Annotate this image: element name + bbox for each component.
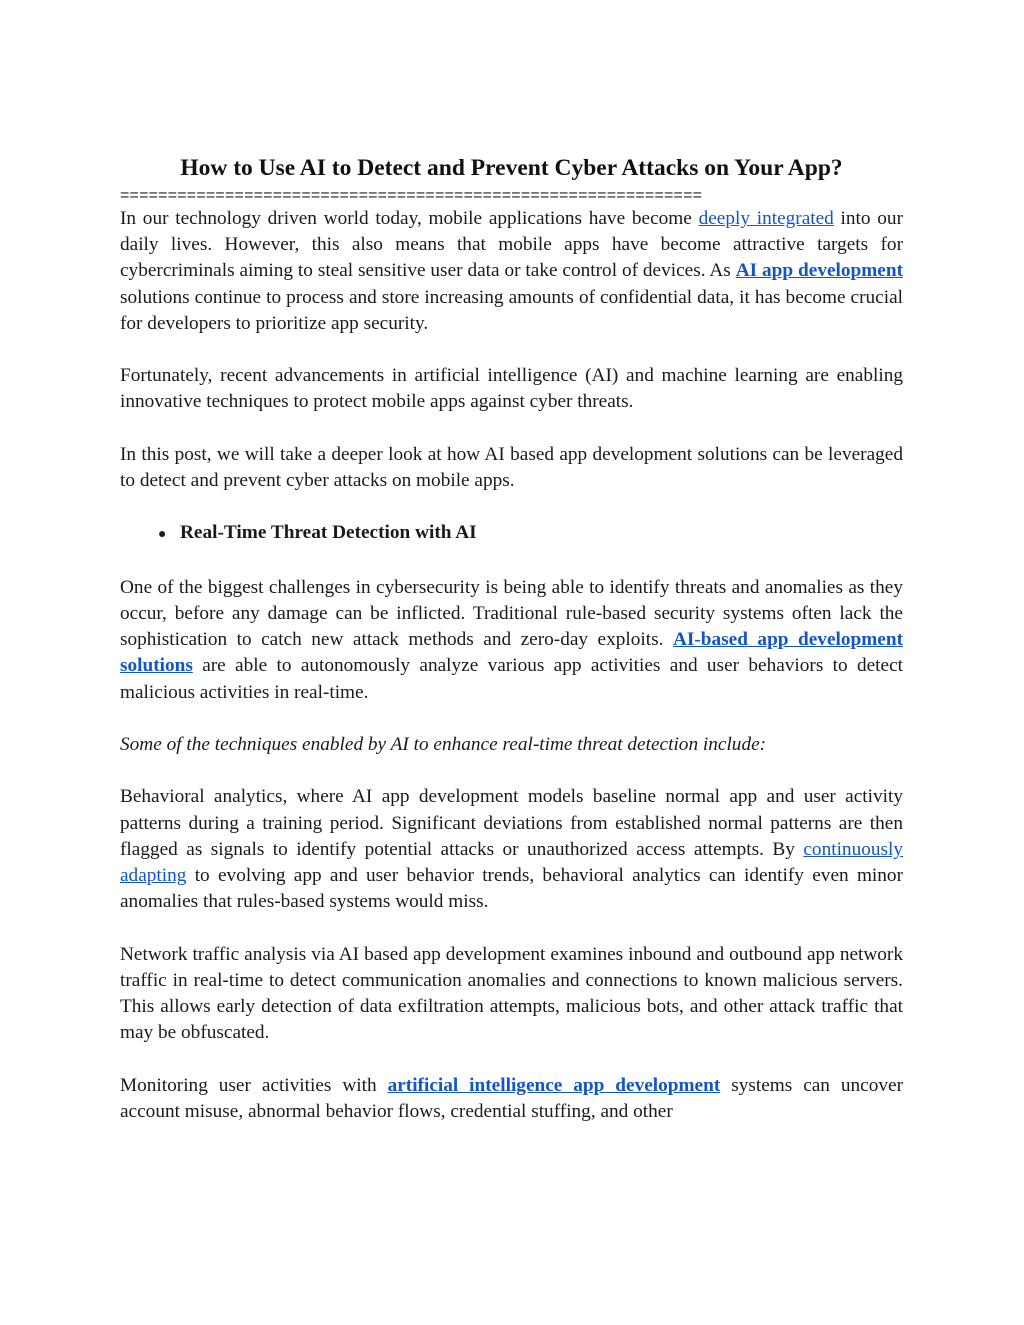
intro-paragraph	[120, 206, 903, 337]
continuously-adapting-link[interactable]: continuously adapting	[120, 838, 903, 886]
deeply-integrated-link[interactable]: deeply integrated	[698, 208, 834, 229]
paragraph-in-this-post: In this post, we will take a deeper look at how AI based app development solutions can be leveraged to detect and prevent cyber attacks on mobile apps.	[120, 443, 903, 491]
intro-text-3: solutions continue to process and store increasing amounts of confidential data, it has become crucial for developers to prioritize app security.	[120, 286, 903, 334]
spacer	[120, 416, 903, 442]
spacer	[120, 758, 903, 784]
monitoring-text-1: Monitoring user activities with	[120, 1074, 388, 1096]
spacer	[120, 706, 903, 732]
intro-text-1: In our technology driven world today, mobile applications have become	[120, 208, 699, 229]
behavioral-text-2: to evolving app and user behavior trends, behavioral analytics can identify even minor anomalies that rules-based systems would miss.	[120, 864, 903, 913]
techniques-intro: Some of the techniques enabled by AI to enhance real-time threat detection include:	[120, 733, 767, 755]
bullet-heading-text: Real-Time Threat Detection with AI	[180, 522, 477, 544]
monitoring-text-2: systems can uncover account misuse, abnormal behavior flows, credential stuffing, and other	[120, 1074, 903, 1122]
bullet-heading	[120, 520, 903, 548]
challenges-text-1: One of the biggest challenges in cybersecurity is being able to identify threats and anomalies as they occur, before any damage can be inflicted. Traditional rule-based security systems often lack the sophistication to catch new attack methods and zero-day exploits.	[120, 576, 903, 651]
separator-line: =============================================================	[120, 187, 703, 204]
paragraph-network: Network traffic analysis via AI based app development examines inbound and outbound app network traffic in real-time to detect communication anomalies and connections to known malicious servers. This allows early detection of data exfiltration attempts, malicious bots, and other attack traffic that may be obfuscated.	[120, 943, 903, 1044]
document-title: How to Use AI to Detect and Prevent Cyber Attacks on Your App?	[180, 155, 843, 181]
paragraph-monitoring	[120, 1073, 903, 1125]
behavioral-text-1: Behavioral analytics, where AI app development models baseline normal app and user activity patterns during a training period. Significant deviations from established normal patterns are then flagged as signals to identify potential attacks or unauthorized access attempts. By	[120, 786, 903, 860]
paragraph-monitoring-wrapper	[120, 1073, 903, 1125]
ai-app-development-link[interactable]: AI app development	[735, 260, 903, 282]
spacer	[120, 549, 903, 575]
ai-app-development-systems-link[interactable]: artificial intelligence app development	[387, 1074, 721, 1096]
paragraph-behavioral	[120, 784, 903, 915]
spacer	[120, 1046, 903, 1072]
spacer	[120, 915, 903, 941]
ai-based-solutions-link[interactable]: AI-based app development solutions	[120, 629, 903, 677]
challenges-text-2: are able to autonomously analyze various app activities and user behaviors to detect malicious activities in real-time.	[120, 655, 903, 703]
paragraph-fortunately: Fortunately, recent advancements in artificial intelligence (AI) and machine learning are enabling innovative techniques to protect mobile apps against cyber threats.	[120, 365, 903, 413]
spacer	[120, 494, 903, 520]
spacer	[120, 337, 903, 363]
bullet-icon: ●	[158, 527, 167, 543]
paragraph-challenges	[120, 575, 903, 706]
intro-text-2: into our daily lives. However, this also means that mobile apps have become attractive targets for cybercriminals aiming to steal sensitive user data or take control of devices. As	[120, 208, 903, 282]
document-page	[120, 150, 903, 1125]
